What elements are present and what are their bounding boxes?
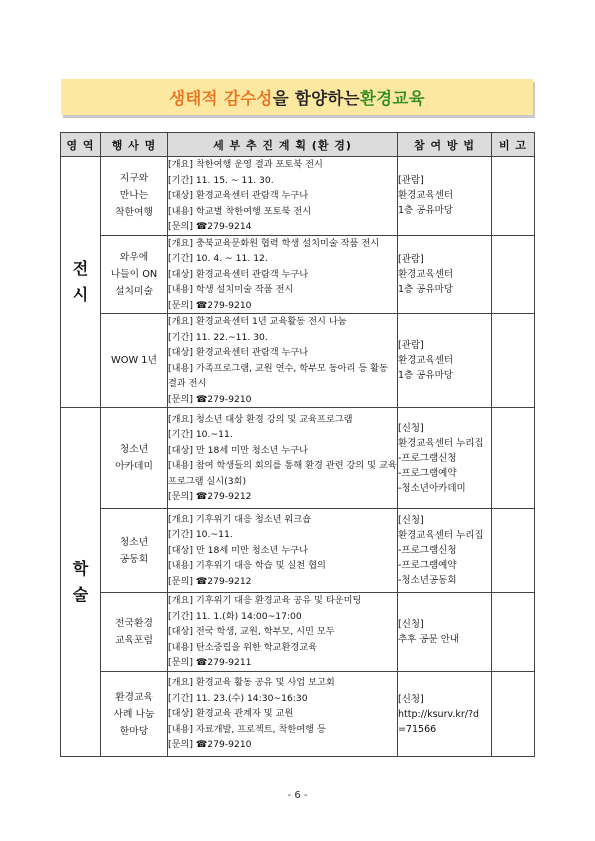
participation-line: [관람] — [398, 175, 424, 187]
plan-detail-line: [대상] 만 18세 미만 청소년 누구나 — [168, 444, 308, 456]
participation-line: 추후 공문 안내 — [398, 634, 460, 645]
event-name-cell — [101, 235, 168, 314]
event-name-line: 만나는 — [119, 190, 149, 202]
title-part-3: 환경교육 — [359, 89, 425, 108]
header-note: 비 고 — [492, 133, 535, 157]
plan-detail-line: [내용] 학생 설치미술 작품 전시 — [168, 284, 294, 295]
title-banner — [61, 79, 533, 115]
table-row — [61, 235, 535, 314]
participation-line: 1층 공유마당 — [398, 283, 453, 295]
event-name-line: WOW 1년 — [111, 355, 157, 366]
table-row — [61, 509, 535, 593]
plan-detail-cell — [168, 408, 398, 509]
event-name-line: 전국환경 — [115, 618, 153, 629]
plan-detail-line: [내용] 가족프로그램, 교원 연수, 학부모 동아리 등 활동 결과 전시 — [168, 362, 388, 389]
participation-line: -청소년공동회 — [398, 575, 457, 586]
event-name-cell — [101, 672, 168, 757]
event-name-line: 청소년 — [119, 444, 149, 455]
participation-line: =71566 — [398, 723, 437, 735]
participation-cell — [398, 235, 492, 314]
event-name-line: 지구와 — [119, 173, 149, 185]
table-row — [61, 672, 535, 757]
participation-line: -청소년아카데미 — [398, 482, 466, 494]
event-name-cell — [101, 593, 168, 672]
plan-detail-line: [대상] 환경교육센터 관람객 누구나 — [168, 190, 309, 201]
note-cell — [492, 314, 535, 408]
participation-line: [신청] — [398, 515, 424, 526]
plan-detail-cell — [168, 314, 398, 408]
table-row — [61, 408, 535, 509]
plan-detail-line: [개요] 환경교육센터 1년 교육활동 전시 나눔 — [168, 316, 347, 327]
category-cell — [61, 408, 101, 757]
participation-line: [신청] — [398, 422, 424, 434]
participation-cell — [398, 408, 492, 509]
plan-detail-line: [문의] ☎279-9210 — [168, 299, 252, 311]
event-name-cell — [101, 314, 168, 408]
participation-line: -프로그램신청 — [398, 545, 457, 556]
event-name-cell — [101, 509, 168, 593]
plan-detail-line: [개요] 기후위기 대응 환경교육 공유 및 타운미팅 — [168, 595, 362, 607]
plan-detail-line: [기간] 10. 4. ~ 11. 12. — [168, 253, 268, 264]
plan-detail-line: [문의] ☎279-9212 — [168, 575, 252, 587]
event-name-line: 청소년 — [119, 536, 149, 548]
participation-line: 환경교육센터 — [398, 268, 454, 280]
plan-detail-line: [문의] ☎279-9210 — [168, 739, 252, 751]
header-participate: 참 여 방 법 — [398, 133, 492, 157]
event-name-line: 나들이 ON — [110, 268, 158, 280]
plan-detail-line: [문의] ☎279-9214 — [168, 221, 252, 232]
plan-detail-line: [개요] 환경교육 활동 공유 및 사업 보고회 — [168, 677, 335, 689]
header-plan: 세 부 추 진 계 획 (환 경) — [168, 133, 398, 157]
category-cell — [61, 157, 101, 408]
event-name-line: 와우에 — [119, 251, 149, 263]
participation-line: 1층 공유마당 — [398, 205, 453, 217]
participation-line: http://ksurv.kr/?d — [398, 708, 480, 720]
participation-line: 환경교육센터 — [398, 190, 454, 202]
plan-detail-cell — [168, 672, 398, 757]
plan-detail-line: [문의] ☎279-9210 — [168, 393, 252, 405]
participation-line: -프로그램예약 — [398, 467, 457, 479]
participation-cell — [398, 593, 492, 672]
note-cell — [492, 593, 535, 672]
note-cell — [492, 235, 535, 314]
plan-detail-line: [대상] 전국 학생, 교원, 학부모, 시민 모두 — [168, 626, 335, 638]
plan-detail-line: [개요] 충북교육문화원 협력 학생 설치미술 작품 전시 — [168, 237, 380, 249]
table-row — [61, 157, 535, 236]
event-name-line: 착한여행 — [115, 207, 153, 219]
plan-detail-line: [기간] 11. 1.(화) 14:00~17:00 — [168, 610, 302, 622]
participation-line: 환경교육센터 — [398, 355, 454, 366]
participation-cell — [398, 314, 492, 408]
plan-detail-line: [내용] 기후위기 대응 학습 및 실천 협의 — [168, 560, 326, 572]
plan-detail-line: [기간] 11. 22.~11. 30. — [168, 331, 268, 343]
table-header-row — [61, 133, 535, 157]
participation-cell — [398, 157, 492, 236]
plan-detail-line: [문의] ☎279-9211 — [168, 657, 252, 669]
event-name-line: 교육포럼 — [115, 635, 153, 646]
table-row — [61, 593, 535, 672]
participation-line: 환경교육센터 누리집 — [398, 437, 484, 449]
plan-detail-line: [내용] 자료개발, 프로젝트, 착한여행 등 — [168, 723, 326, 735]
plan-detail-line: [내용] 학교별 착한여행 포토북 전시 — [168, 205, 312, 217]
participation-line: [관람] — [398, 253, 424, 265]
plan-detail-cell — [168, 509, 398, 593]
participation-cell — [398, 672, 492, 757]
note-cell — [492, 157, 535, 236]
page-number: - 6 - — [287, 790, 308, 801]
participation-line: [관람] — [398, 340, 424, 351]
header-event: 행 사 명 — [101, 133, 168, 157]
plan-detail-line: [대상] 환경교육 관계자 및 교원 — [168, 708, 294, 720]
event-name-cell — [101, 157, 168, 236]
plan-detail-line: [기간] 11. 23.(수) 14:30~16:30 — [168, 692, 308, 704]
event-name-line: 한마당 — [119, 725, 149, 737]
event-name-line: 환경교육 — [115, 691, 153, 703]
participation-cell — [398, 509, 492, 593]
category-char: 전 — [72, 259, 89, 278]
participation-line: [신청] — [398, 619, 424, 630]
participation-line: -프로그램예약 — [398, 560, 457, 571]
table-row — [61, 314, 535, 408]
plan-detail-line: [개요] 기후위기 대응 청소년 워크숍 — [168, 513, 312, 525]
header-area: 영 역 — [61, 133, 101, 157]
plan-detail-cell — [168, 593, 398, 672]
plan-detail-line: [문의] ☎279-9212 — [168, 491, 252, 502]
note-cell — [492, 509, 535, 593]
participation-line: [신청] — [398, 693, 424, 705]
plan-detail-line: [개요] 착한여행 운영 결과 포토북 전시 — [168, 159, 323, 170]
plan-detail-line: [내용] 탄소중립을 위한 학교환경교육 — [168, 641, 318, 653]
plan-detail-line: [개요] 청소년 대상 환경 강의 및 교육프로그램 — [168, 413, 353, 425]
event-name-line: 설치미술 — [115, 285, 153, 297]
title-part-1: 생태적 감수성 — [169, 89, 273, 108]
plan-table — [60, 132, 535, 757]
title-part-2: 을 함양하는 — [272, 89, 360, 108]
event-name-line: 공동회 — [119, 553, 149, 565]
note-cell — [492, 672, 535, 757]
plan-detail-line: [기간] 11. 15. ~ 11. 30. — [168, 174, 274, 186]
category-char: 학 — [72, 559, 89, 578]
plan-detail-line: [기간] 10.~11. — [168, 429, 233, 440]
plan-detail-line: [대상] 만 18세 미만 청소년 누구나 — [168, 544, 308, 556]
category-char: 술 — [72, 585, 89, 604]
category-char: 시 — [72, 285, 89, 304]
plan-detail-cell — [168, 157, 398, 236]
plan-detail-line: [내용] 참여 학생들의 회의를 통해 환경 관련 강의 및 교육프로그램 실시(3회) — [168, 460, 397, 487]
note-cell — [492, 408, 535, 509]
plan-detail-line: [대상] 환경교육센터 관람객 누구나 — [168, 347, 309, 358]
plan-detail-line: [기간] 10.~11. — [168, 529, 233, 541]
participation-line: 1층 공유마당 — [398, 370, 453, 381]
event-name-line: 아카데미 — [115, 461, 153, 472]
plan-detail-cell — [168, 235, 398, 314]
event-name-cell — [101, 408, 168, 509]
event-name-line: 사례 나눔 — [113, 708, 155, 720]
participation-line: -프로그램신청 — [398, 452, 457, 464]
plan-detail-line: [대상] 환경교육센터 관람객 누구나 — [168, 268, 309, 280]
participation-line: 환경교육센터 누리집 — [398, 530, 484, 541]
